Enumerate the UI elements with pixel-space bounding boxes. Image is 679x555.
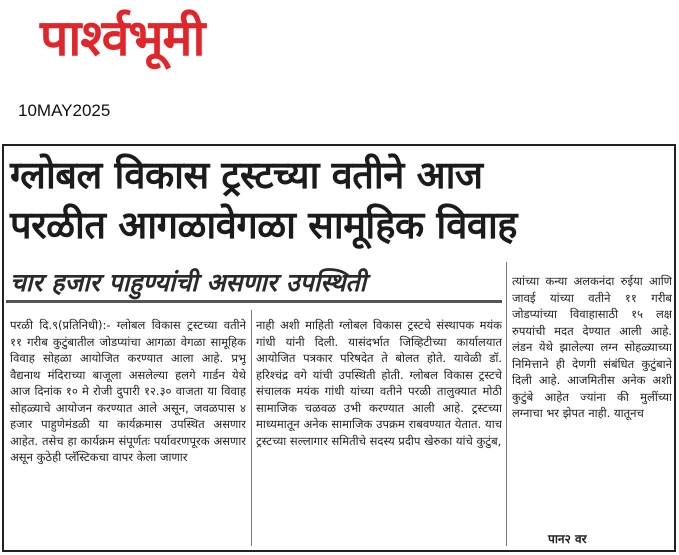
article-headline xyxy=(10,150,670,250)
headline-line-2: परळीत आगळावेगळा सामूहिक विवाह xyxy=(10,203,517,247)
continued-on-page-2: पान२ वर xyxy=(548,532,587,546)
column-2-text: नाही अशी माहिती ग्लोबल विकास ट्रस्टचे संस्थापक मयंक गांधी यांनी दिली. यासंदर्भात जिव्हिटीच्या कार्यालयात आयोजित पत्रकार परिषदेत ते बोलत होते. यावेळी डॉ. हरिश्चंद्र वगे यांची उपस्थिती होती. ग्लोबल विकास ट्रस्टचे संचालक मयंक गांधी यांच्या वतीने परळी तालुक्यात मोठी सामाजिक चळवळ उभी करण्यात आली आहे. ट्रस्टच्या माध्यमातून अनेक सामाजिक उपक्रम राबवण्यात येतात. याच ट्रस्टच्या सल्लागार समितीचे सदस्य प्रदीप खेरुका यांचे कुटुंब, xyxy=(256,318,502,448)
column-3-text: त्यांच्या कन्या अलकनंदा रुईया आणि जावई यांच्या वतीने ११ गरीब जोडप्यांच्या विवाहासाठी १५ लक्ष रुपयांची मदत देण्यात आली आहे. लंडन येथे झालेल्या लग्न सोहळ्याच्या निमित्ताने ही देणगी संबंधित कुटुंबाने दिली आहे. आजमितीस अनेक अशी कुटुंबे आहेत ज्यांना की मुलींच्या लग्नाचा भर झेपत नाही. यातूनच xyxy=(512,274,672,420)
column-divider xyxy=(251,310,252,546)
subheadline-underline xyxy=(6,300,502,303)
newspaper-masthead: पार्श्वभूमी xyxy=(40,9,205,67)
article-column-2 xyxy=(256,317,502,542)
article-column-3 xyxy=(512,273,672,493)
column-1-text: परळी दि.९(प्रतिनिधी):- ग्लोबल विकास ट्रस्टच्या वतीने ११ गरीब कुटुंबातील जोडप्यांचा आगळा वेगळा सामूहिक विवाह सोहळा आयोजित करण्यात आला आहे. प्रभू वैद्यनाथ मंदिराच्या बाजूला असलेल्या हलगे गार्डन येथे आज दिनांक १० मे रोजी दुपारी १२.३० वाजता या विवाह सोहळ्याचे आयोजन करण्यात आले असून, जवळपास ४ हजार पाहुणेमंडळी या कार्यक्रमास उपस्थित असणार आहेत. तसेच हा कार्यक्रम संपूर्णतः पर्यावरणपूरक असणार असून कुठेही प्लॅस्टिकचा वापर केला जाणार xyxy=(10,318,246,464)
headline-line-1: ग्लोबल विकास ट्रस्टच्या वतीने आज xyxy=(10,153,483,197)
publication-date: 10MAY2025 xyxy=(18,101,111,120)
article-subheadline: चार हजार पाहुण्यांची असणार उपस्थिती xyxy=(10,268,367,297)
article-column-1 xyxy=(10,317,246,542)
column-divider xyxy=(506,262,507,546)
